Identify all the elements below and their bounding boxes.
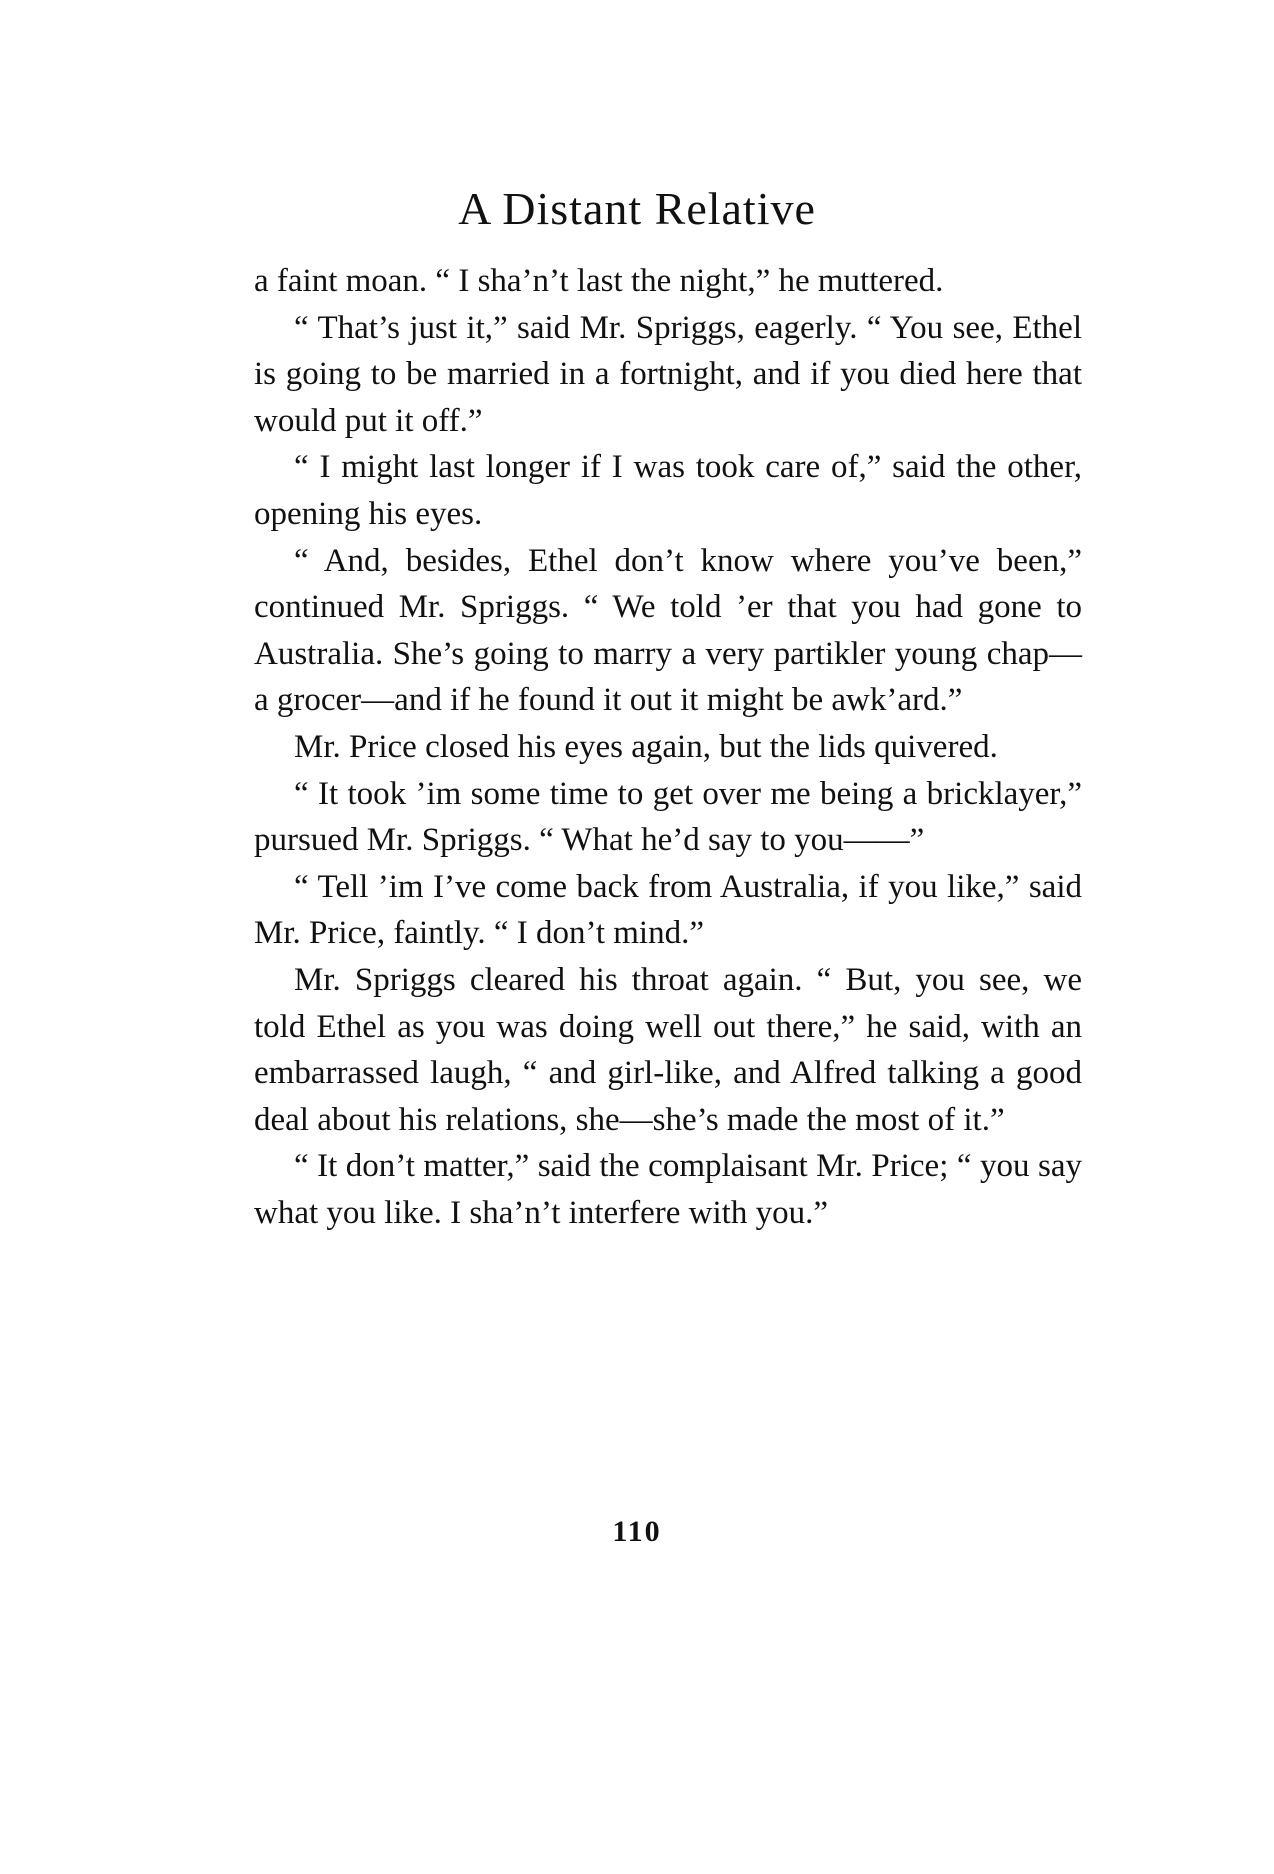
paragraph: Mr. Price closed his eyes again, but the lids quivered. — [294, 728, 998, 765]
paragraph: “ Tell ’im I’ve come back from Australia, if you like,” said Mr. Price, faintly. “ I don’t mind.” — [254, 868, 1082, 952]
paragraph: “ It don’t matter,” said the complaisant Mr. Price; “ you say what you like. I sha’n’t interfere with you.” — [254, 1148, 1082, 1231]
body-text — [254, 258, 1082, 1236]
paragraph: Mr. Spriggs cleared his throat again. “ But, you see, we told Ethel as you was doing well out there,” he said, with an embarrassed laugh, “ and girl-like, and Alfred talking a good deal about his relations, she—she’s made the most of it.” — [254, 961, 1082, 1138]
paragraph: “ And, besides, Ethel don’t know where you’ve been,” continued Mr. Spriggs. “ We told ’er that you had gone to Australia. She’s going to marry a very partikler young chap—a grocer—and if he found it out it might be awk’ard.” — [254, 542, 1082, 719]
page-number: 110 — [612, 1515, 662, 1548]
paragraph: “ It took ’im some time to get over me being a bricklayer,” pursued Mr. Spriggs. “ What he’d say to you——” — [254, 775, 1082, 859]
paragraph: “ That’s just it,” said Mr. Spriggs, eagerly. “ You see, Ethel is going to be married in a fortnight, and if you died here that would put it off.” — [254, 309, 1082, 439]
running-head-title: A Distant Relative — [458, 183, 816, 234]
paragraph: “ I might last longer if I was took care of,” said the other, opening his eyes. — [254, 449, 1082, 532]
paragraph: a faint moan. “ I sha’n’t last the night,” he muttered. — [254, 263, 944, 299]
